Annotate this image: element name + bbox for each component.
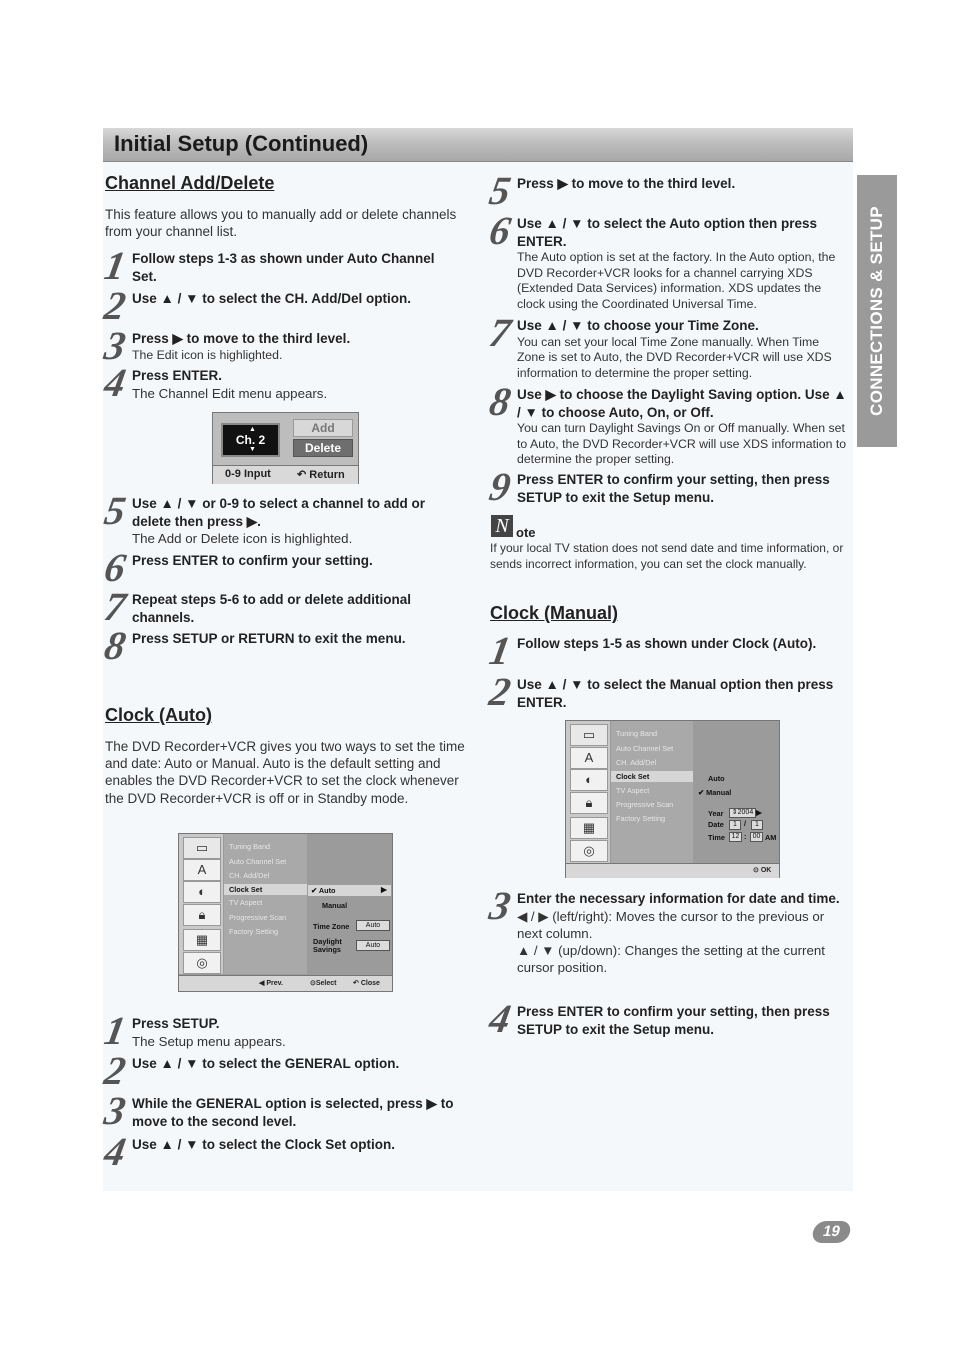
step-description: The Setup menu appears. (132, 1033, 286, 1049)
delete-button[interactable]: Delete (293, 439, 353, 457)
date-separator: / (744, 819, 747, 828)
option-manual-label: Manual (706, 788, 732, 797)
step-instruction: Use ▲ / ▼ to select the GENERAL option. (132, 1056, 400, 1071)
select-hint (310, 976, 337, 991)
menu-item-clock-set[interactable]: Clock Set (616, 772, 650, 781)
step-number: 4 (101, 360, 130, 405)
daylight-value[interactable]: Auto (356, 940, 390, 951)
select-icon: ⊙ (310, 980, 316, 987)
time-ampm[interactable]: AM (765, 833, 777, 842)
step-number: 8 (486, 379, 515, 424)
year-label: Year (708, 809, 724, 818)
step-instruction: Press ▶ to move to the third level. (132, 331, 351, 346)
step-instruction: Repeat steps 5-6 to add or delete additional channels. (132, 592, 412, 625)
lock-icon[interactable]: 🔒︎ (183, 904, 221, 926)
lock-icon[interactable]: 🔒︎ (570, 792, 608, 814)
return-icon: ↶ (353, 980, 361, 987)
menu-icon-column (179, 834, 223, 974)
option-manual[interactable]: Manual (322, 901, 348, 910)
step-instruction: Use ▲ / ▼ to choose your Time Zone. (517, 318, 759, 333)
daylight-label-1: Daylight (313, 937, 342, 946)
down-arrow-icon: ▼ (249, 446, 256, 453)
date-day[interactable]: 1 (751, 820, 763, 830)
clock-auto-intro: The DVD Recorder+VCR gives you two ways to set the time and date: Auto or Manual. Auto is the default setting and enables the DVD Recorder+VCR to set the clock whenever the DVD Recorder+VCR is off or in Standby mode. (105, 739, 465, 806)
ok-hint (753, 864, 771, 878)
return-icon: ↶ (297, 469, 310, 481)
step-description: ◀ / ▶ (left/right): Moves the cursor to the previous or next column. (517, 908, 825, 941)
menu-item-progressive-scan[interactable]: Progressive Scan (616, 800, 674, 809)
film-icon[interactable]: ▦ (183, 929, 221, 951)
menu-item-clock-set[interactable]: Clock Set (229, 885, 263, 894)
step-description: You can turn Daylight Savings On or Off manually. When set to Auto, the DVD Recorder+VCR will use XDS information to determine the proper setting. (517, 421, 847, 466)
step-number: 5 (101, 488, 130, 533)
step-number: 3 (486, 883, 515, 928)
step-instruction: Use ▶ to choose the Daylight Saving option. Use ▲ / ▼ to choose Auto, On, or Off. (517, 387, 847, 420)
time-separator: : (744, 832, 747, 841)
menu-item-ch-add-del[interactable]: CH. Add/Del (229, 871, 270, 880)
menu-item-list (611, 721, 693, 863)
right-arrow-icon: ▶ (381, 885, 387, 894)
add-button[interactable]: Add (293, 419, 353, 437)
note-label: ote (516, 525, 536, 540)
step-number: 1 (101, 1008, 130, 1053)
menu-item-auto-channel-set[interactable]: Auto Channel Set (229, 857, 287, 866)
audio-icon[interactable]: ◐ (183, 881, 221, 903)
side-tab-label: CONNECTIONS & SETUP (867, 206, 886, 416)
step-number: 2 (101, 1048, 130, 1093)
step-instruction: Use ▲ / ▼ to select the CH. Add/Del option. (132, 291, 411, 306)
step-instruction: Use ▲ / ▼ to select the Clock Set option. (132, 1137, 396, 1152)
step-instruction: Use ▲ / ▼ to select the Manual option then press ENTER. (517, 677, 834, 710)
option-auto-label: Auto (318, 886, 336, 895)
step-description: The Add or Delete icon is highlighted. (132, 531, 353, 546)
step-instruction: While the GENERAL option is selected, press ▶ to move to the second level. (132, 1096, 454, 1129)
time-minute[interactable]: 00 (750, 832, 763, 842)
channel-menu-footer (213, 465, 358, 484)
option-manual[interactable] (698, 788, 731, 797)
menu-item-factory-setting[interactable]: Factory Setting (229, 927, 279, 936)
page-title: Initial Setup (Continued) (114, 131, 369, 156)
clock-manual-setup-menu (565, 720, 780, 878)
left-arrow-icon: ◀ (259, 980, 267, 987)
channel-add-delete-intro: This feature allows you to manually add or delete channels from your channel list. (105, 207, 457, 240)
prev-hint-label: Prev. (266, 980, 283, 987)
select-hint-label: Select (315, 980, 337, 987)
step-instruction: Press ENTER. (132, 368, 223, 383)
menu-item-list (224, 834, 307, 974)
disc-icon[interactable]: ◎ (183, 952, 221, 974)
up-arrow-icon: ▲ (249, 426, 256, 433)
step-number: 1 (101, 243, 130, 288)
time-label: Time (708, 833, 725, 842)
step-description-2: ▲ / ▼ (up/down): Changes the setting at the current cursor position. (517, 942, 825, 975)
step-instruction: Press ▶ to move to the third level. (517, 176, 736, 191)
page-number: 19 (811, 1221, 853, 1243)
disc-icon[interactable]: ◎ (570, 840, 608, 862)
monitor-icon[interactable]: ▭ (570, 724, 608, 746)
step-number: 4 (486, 996, 515, 1041)
step-number: 5 (486, 168, 515, 213)
step-instruction: Press ENTER to confirm your setting, then press SETUP to exit the Setup menu. (517, 1004, 830, 1037)
up-down-icon: ⇕ (731, 809, 738, 816)
step-number: 8 (101, 623, 130, 668)
title-bar (103, 128, 853, 162)
language-icon[interactable]: A (183, 859, 221, 881)
step-number: 2 (486, 669, 515, 714)
step-instruction: Use ▲ / ▼ or 0-9 to select a channel to add or delete then press ▶. (132, 496, 426, 529)
language-icon[interactable]: A (570, 747, 608, 769)
channel-number-box[interactable] (221, 423, 280, 457)
option-auto[interactable] (311, 886, 336, 895)
channel-add-delete-heading: Channel Add/Delete (105, 173, 275, 193)
note-text: If your local TV station does not send date and time information, or sends incorrect information, you can set the clock manually. (490, 541, 844, 571)
clock-auto-menu-footer (179, 975, 392, 991)
date-label: Date (708, 820, 724, 829)
menu-item-progressive-scan[interactable]: Progressive Scan (229, 913, 287, 922)
prev-hint (259, 976, 283, 991)
check-icon: ✔ (311, 886, 319, 895)
step-instruction: Press SETUP. (132, 1016, 220, 1031)
option-auto[interactable]: Auto (708, 774, 725, 783)
clock-auto-setup-menu (178, 833, 393, 992)
menu-icon-column (566, 721, 610, 863)
step-number: 4 (101, 1129, 130, 1174)
step-number: 7 (486, 310, 515, 355)
step-instruction: Enter the necessary information for date and time. (517, 891, 840, 906)
menu-item-tv-aspect[interactable]: TV Aspect (229, 898, 263, 907)
year-value[interactable] (729, 808, 756, 818)
select-icon: ⊙ (753, 867, 761, 874)
time-hour[interactable]: 12 (729, 832, 742, 842)
daylight-label-2: Savings (313, 945, 341, 954)
section-side-tab (857, 175, 897, 447)
film-icon[interactable]: ▦ (570, 817, 608, 839)
time-zone-value[interactable]: Auto (356, 920, 390, 931)
step-instruction: Press ENTER to confirm your setting, then press SETUP to exit the Setup menu. (517, 472, 830, 505)
check-icon: ✔ (698, 788, 707, 797)
clock-auto-heading: Clock (Auto) (105, 705, 212, 725)
step-instruction: Press ENTER to confirm your setting. (132, 553, 373, 568)
step-number: 3 (101, 323, 130, 368)
channel-number: Ch. 2 (235, 433, 266, 447)
audio-icon[interactable]: ◐ (570, 769, 608, 791)
step-instruction: Follow steps 1-3 as shown under Auto Channel Set. (132, 251, 435, 284)
step-description: The Auto option is set at the factory. In the Auto option, the DVD Recorder+VCR looks for a channel carrying XDS (Extended Data Services) information. XDS updates the clock using the Coordinated Universal Time. (517, 250, 836, 311)
ok-hint-label: OK (760, 867, 772, 874)
menu-item-tuning-band[interactable]: Tuning Band (616, 729, 658, 738)
close-hint (353, 976, 380, 991)
step-number: 9 (486, 464, 515, 509)
clock-manual-menu-footer (566, 863, 779, 878)
step-number: 6 (101, 545, 130, 590)
right-arrow-icon: ▶ (756, 808, 762, 817)
monitor-icon[interactable]: ▭ (183, 837, 221, 859)
channel-edit-menu (212, 412, 359, 484)
step-number: 7 (101, 584, 130, 629)
menu-item-tuning-band[interactable]: Tuning Band (229, 842, 271, 851)
note-icon: N (491, 515, 513, 537)
input-hint: 0-9 Input (225, 468, 271, 480)
step-description: The Edit icon is highlighted. (132, 347, 283, 362)
clock-manual-heading: Clock (Manual) (490, 603, 619, 623)
return-hint: Return (309, 469, 345, 481)
step-number: 6 (486, 208, 515, 253)
menu-item-factory-setting[interactable]: Factory Setting (616, 814, 666, 823)
step-instruction: Follow steps 1-5 as shown under Clock (Auto). (517, 636, 817, 651)
menu-item-ch-add-del[interactable]: CH. Add/Del (616, 758, 657, 767)
step-number: 2 (101, 283, 130, 328)
step-instruction: Use ▲ / ▼ to select the Auto option then press ENTER. (517, 216, 818, 249)
time-zone-label: Time Zone (313, 922, 350, 931)
step-description: The Channel Edit menu appears. (132, 385, 328, 401)
close-hint-label: Close (360, 980, 380, 987)
step-number: 1 (486, 628, 515, 673)
step-description: You can set your local Time Zone manually. When Time Zone is set to Auto, the DVD Recorder+VCR will use XDS information to determine the proper setting. (517, 334, 832, 380)
menu-item-auto-channel-set[interactable]: Auto Channel Set (616, 744, 674, 753)
menu-item-tv-aspect[interactable]: TV Aspect (616, 786, 650, 795)
step-number: 3 (101, 1088, 130, 1133)
date-month[interactable]: 1 (729, 820, 741, 830)
step-instruction: Press SETUP or RETURN to exit the menu. (132, 631, 406, 646)
year-value-text: 2004 (737, 809, 754, 816)
